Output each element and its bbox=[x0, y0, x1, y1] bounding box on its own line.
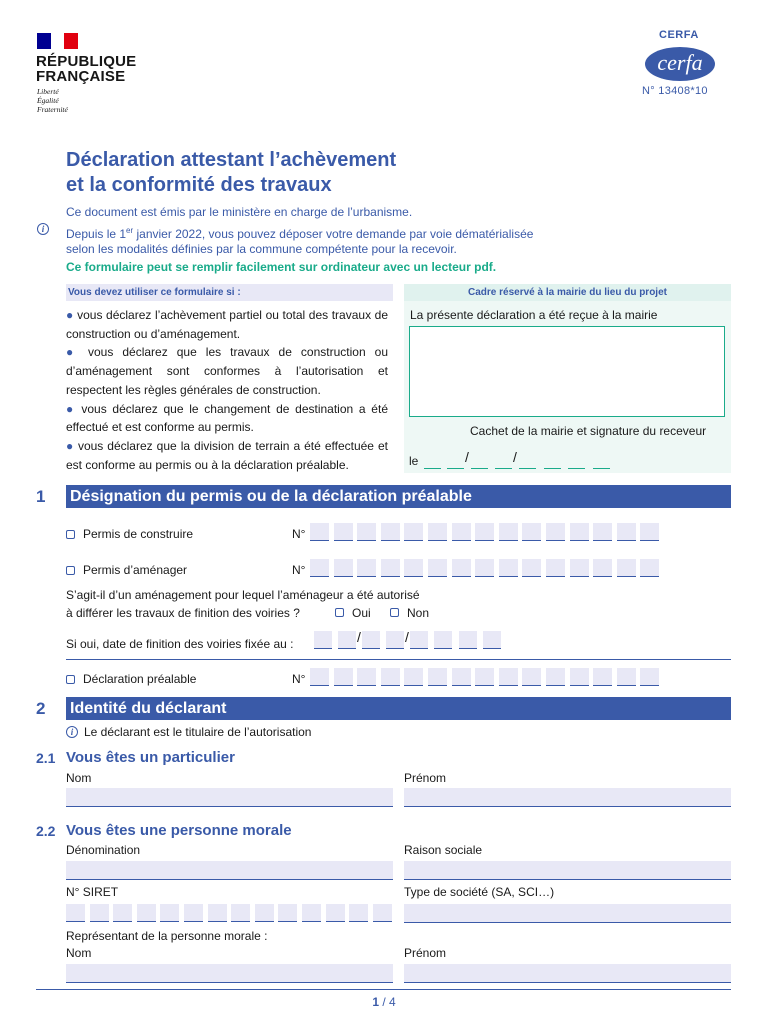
siret-digit-box[interactable] bbox=[373, 904, 392, 922]
number-digit-box[interactable] bbox=[475, 668, 494, 686]
usage-bullet: ● vous déclarez que la division de terrain a été effectuée et est conforme au permis ou à la déclaration préalable. bbox=[66, 438, 388, 472]
number-digit-box[interactable] bbox=[381, 523, 400, 541]
siret-digit-box[interactable] bbox=[137, 904, 156, 922]
gov-name-line2: FRANÇAISE bbox=[36, 68, 126, 85]
intro-line3: selon les modalités définies par la commune compétente pour la recevoir. bbox=[66, 242, 457, 256]
mairie-date-digit bbox=[568, 451, 585, 469]
pa-num-label: N° bbox=[292, 563, 306, 577]
number-digit-box[interactable] bbox=[404, 559, 423, 577]
raison-sociale-label: Raison sociale bbox=[404, 843, 483, 857]
usage-bullets bbox=[66, 306, 388, 474]
number-digit-box[interactable] bbox=[334, 668, 353, 686]
number-digit-box[interactable] bbox=[522, 559, 541, 577]
siret-digit-box[interactable] bbox=[278, 904, 297, 922]
siret-digit-box[interactable] bbox=[160, 904, 179, 922]
date-digit-box[interactable] bbox=[362, 631, 380, 649]
declaration-prealable-label: Déclaration préalable bbox=[83, 672, 197, 686]
number-digit-box[interactable] bbox=[640, 559, 659, 577]
mairie-date-digit bbox=[519, 451, 536, 469]
usage-bullet: ● vous déclarez l’achèvement partiel ou total des travaux de construction ou d’aménagement. bbox=[66, 308, 389, 341]
page-title-line2: et la conformité des travaux bbox=[66, 174, 332, 196]
date-digit-box[interactable] bbox=[386, 631, 404, 649]
number-digit-box[interactable] bbox=[546, 668, 565, 686]
siret-label: N° SIRET bbox=[66, 885, 119, 899]
mairie-stamp-label: Cachet de la mairie et signature du receveur bbox=[470, 424, 707, 438]
oui-label: Oui bbox=[352, 606, 371, 620]
number-digit-box[interactable] bbox=[499, 523, 518, 541]
section1-title: Désignation du permis ou de la déclaration préalable bbox=[66, 485, 731, 508]
number-digit-box[interactable] bbox=[310, 559, 329, 577]
prenom-field[interactable] bbox=[404, 788, 731, 807]
representant-prenom-field[interactable] bbox=[404, 964, 731, 983]
number-digit-box[interactable] bbox=[452, 559, 471, 577]
motto-fraternite: Fraternité bbox=[37, 105, 68, 114]
number-digit-box[interactable] bbox=[475, 523, 494, 541]
pc-num-label: N° bbox=[292, 527, 306, 541]
marianne-flag-logo bbox=[37, 33, 78, 49]
date-digit-box[interactable] bbox=[459, 631, 477, 649]
siret-digit-box[interactable] bbox=[113, 904, 132, 922]
date-finition-label: Si oui, date de finition des voiries fixée au : bbox=[66, 637, 294, 651]
number-digit-box[interactable] bbox=[640, 668, 659, 686]
sub-2-1-title: Vous êtes un particulier bbox=[66, 749, 235, 766]
type-societe-label: Type de société (SA, SCI…) bbox=[404, 885, 555, 899]
number-digit-box[interactable] bbox=[334, 523, 353, 541]
number-digit-box[interactable] bbox=[570, 559, 589, 577]
raison-sociale-field[interactable] bbox=[404, 861, 731, 880]
divider bbox=[66, 659, 731, 660]
intro-line1: Ce document est émis par le ministère en charge de l’urbanisme. bbox=[66, 205, 413, 219]
siret-digit-box[interactable] bbox=[90, 904, 109, 922]
date-slash: / bbox=[465, 449, 469, 465]
footer-divider bbox=[36, 989, 731, 990]
page-number: 1 / 4 bbox=[372, 995, 396, 1009]
number-digit-box[interactable] bbox=[452, 523, 471, 541]
siret-digit-box[interactable] bbox=[184, 904, 203, 922]
question-line2: à différer les travaux de finition des voiries ? bbox=[66, 606, 300, 620]
permis-construire-label: Permis de construire bbox=[83, 527, 194, 541]
siret-digit-box[interactable] bbox=[302, 904, 321, 922]
date-digit-box[interactable] bbox=[338, 631, 356, 649]
siret-digit-box[interactable] bbox=[255, 904, 274, 922]
usage-bullet: ● vous déclarez que les travaux de construction ou d’aménagement sont conformes à l’autorisation et respectent les règles générales de construction. bbox=[66, 345, 388, 397]
oui-checkbox[interactable] bbox=[335, 608, 344, 617]
number-digit-box[interactable] bbox=[334, 559, 353, 577]
nom-label: Nom bbox=[66, 771, 92, 785]
number-digit-box[interactable] bbox=[546, 559, 565, 577]
denomination-label: Dénomination bbox=[66, 843, 141, 857]
nom2-label: Nom bbox=[66, 946, 92, 960]
non-checkbox[interactable] bbox=[390, 608, 399, 617]
sub-2-2-number: 2.2 bbox=[36, 823, 56, 839]
prenom2-label: Prénom bbox=[404, 946, 447, 960]
cerfa-logo: cerfa bbox=[645, 47, 715, 81]
number-digit-box[interactable] bbox=[570, 523, 589, 541]
cerfa-label: CERFA bbox=[659, 29, 699, 41]
date-digit-box[interactable] bbox=[483, 631, 501, 649]
date-digit-box[interactable] bbox=[434, 631, 452, 649]
number-digit-box[interactable] bbox=[381, 668, 400, 686]
pdf-notice: Ce formulaire peut se remplir facilement sur ordinateur avec un lecteur pdf. bbox=[66, 260, 497, 274]
declarant-info: Le déclarant est le titulaire de l’autorisation bbox=[84, 725, 312, 739]
siret-digit-box[interactable] bbox=[326, 904, 345, 922]
number-digit-box[interactable] bbox=[404, 523, 423, 541]
number-digit-box[interactable] bbox=[428, 559, 447, 577]
non-label: Non bbox=[407, 606, 430, 620]
siret-digit-box[interactable] bbox=[231, 904, 250, 922]
permis-amenager-label: Permis d’aménager bbox=[83, 563, 188, 577]
mairie-date-digit bbox=[447, 451, 464, 469]
number-digit-box[interactable] bbox=[640, 523, 659, 541]
number-digit-box[interactable] bbox=[617, 559, 636, 577]
mairie-received-box bbox=[409, 326, 725, 417]
question-line1: S’agit-il d’un aménagement pour lequel l’aménageur a été autorisé bbox=[66, 588, 420, 602]
date-digit-box[interactable] bbox=[410, 631, 428, 649]
siret-digit-box[interactable] bbox=[349, 904, 368, 922]
section2-title: Identité du déclarant bbox=[66, 697, 731, 720]
prenom-label: Prénom bbox=[404, 771, 447, 785]
number-digit-box[interactable] bbox=[522, 523, 541, 541]
usage-bullet: ● vous déclarez que le changement de destination a été effectué et est conforme au permis. bbox=[66, 401, 388, 435]
mairie-date-digit bbox=[544, 451, 561, 469]
date-digit-box[interactable] bbox=[314, 631, 332, 649]
gov-name-line1: RÉPUBLIQUE bbox=[36, 53, 137, 70]
number-digit-box[interactable] bbox=[570, 668, 589, 686]
number-digit-box[interactable] bbox=[593, 559, 612, 577]
siret-digit-box[interactable] bbox=[208, 904, 227, 922]
section2-number: 2 bbox=[36, 699, 46, 718]
mairie-received-label: La présente déclaration a été reçue à la mairie bbox=[410, 308, 658, 322]
denomination-field[interactable] bbox=[66, 861, 393, 880]
mairie-date-digit bbox=[593, 451, 610, 469]
nom-field[interactable] bbox=[66, 788, 393, 807]
date-slash: / bbox=[357, 629, 361, 645]
date-slash: / bbox=[513, 449, 517, 465]
permis-construire-checkbox[interactable] bbox=[66, 530, 75, 539]
representant-nom-field[interactable] bbox=[66, 964, 393, 983]
number-digit-box[interactable] bbox=[452, 668, 471, 686]
date-slash: / bbox=[405, 629, 409, 645]
info-icon: i bbox=[37, 223, 49, 235]
motto-egalite: Égalité bbox=[37, 96, 59, 105]
section1-number: 1 bbox=[36, 487, 46, 506]
mairie-header: Cadre réservé à la mairie du lieu du projet bbox=[404, 284, 731, 301]
mairie-date-digit bbox=[471, 451, 488, 469]
usage-header: Vous devez utiliser ce formulaire si : bbox=[66, 284, 393, 301]
number-digit-box[interactable] bbox=[381, 559, 400, 577]
info-icon: i bbox=[66, 726, 78, 738]
number-digit-box[interactable] bbox=[546, 523, 565, 541]
siret-digit-box[interactable] bbox=[66, 904, 85, 922]
number-digit-box[interactable] bbox=[310, 523, 329, 541]
number-digit-box[interactable] bbox=[357, 668, 376, 686]
representant-label: Représentant de la personne morale : bbox=[66, 929, 268, 943]
sub-2-2-title: Vous êtes une personne morale bbox=[66, 822, 292, 839]
number-digit-box[interactable] bbox=[499, 668, 518, 686]
permis-amenager-checkbox[interactable] bbox=[66, 566, 75, 575]
number-digit-box[interactable] bbox=[522, 668, 541, 686]
number-digit-box[interactable] bbox=[428, 668, 447, 686]
number-digit-box[interactable] bbox=[310, 668, 329, 686]
page-title-line1: Déclaration attestant l’achèvement bbox=[66, 149, 397, 171]
motto-liberte: Liberté bbox=[37, 87, 59, 96]
mairie-date-digit bbox=[495, 451, 512, 469]
number-digit-box[interactable] bbox=[617, 668, 636, 686]
number-digit-box[interactable] bbox=[357, 559, 376, 577]
dp-num-label: N° bbox=[292, 672, 306, 686]
number-digit-box[interactable] bbox=[357, 523, 376, 541]
declaration-prealable-checkbox[interactable] bbox=[66, 675, 75, 684]
number-digit-box[interactable] bbox=[499, 559, 518, 577]
intro-line2: Depuis le 1er janvier 2022, vous pouvez déposer votre demande par voie dématérialisée bbox=[66, 226, 534, 241]
mairie-date-prefix: le bbox=[409, 454, 419, 468]
cerfa-number: N° 13408*10 bbox=[642, 85, 708, 97]
sub-2-1-number: 2.1 bbox=[36, 750, 56, 766]
number-digit-box[interactable] bbox=[593, 668, 612, 686]
number-digit-box[interactable] bbox=[404, 668, 423, 686]
mairie-date-digit bbox=[424, 451, 441, 469]
type-societe-field[interactable] bbox=[404, 904, 731, 923]
number-digit-box[interactable] bbox=[593, 523, 612, 541]
number-digit-box[interactable] bbox=[617, 523, 636, 541]
number-digit-box[interactable] bbox=[475, 559, 494, 577]
number-digit-box[interactable] bbox=[428, 523, 447, 541]
